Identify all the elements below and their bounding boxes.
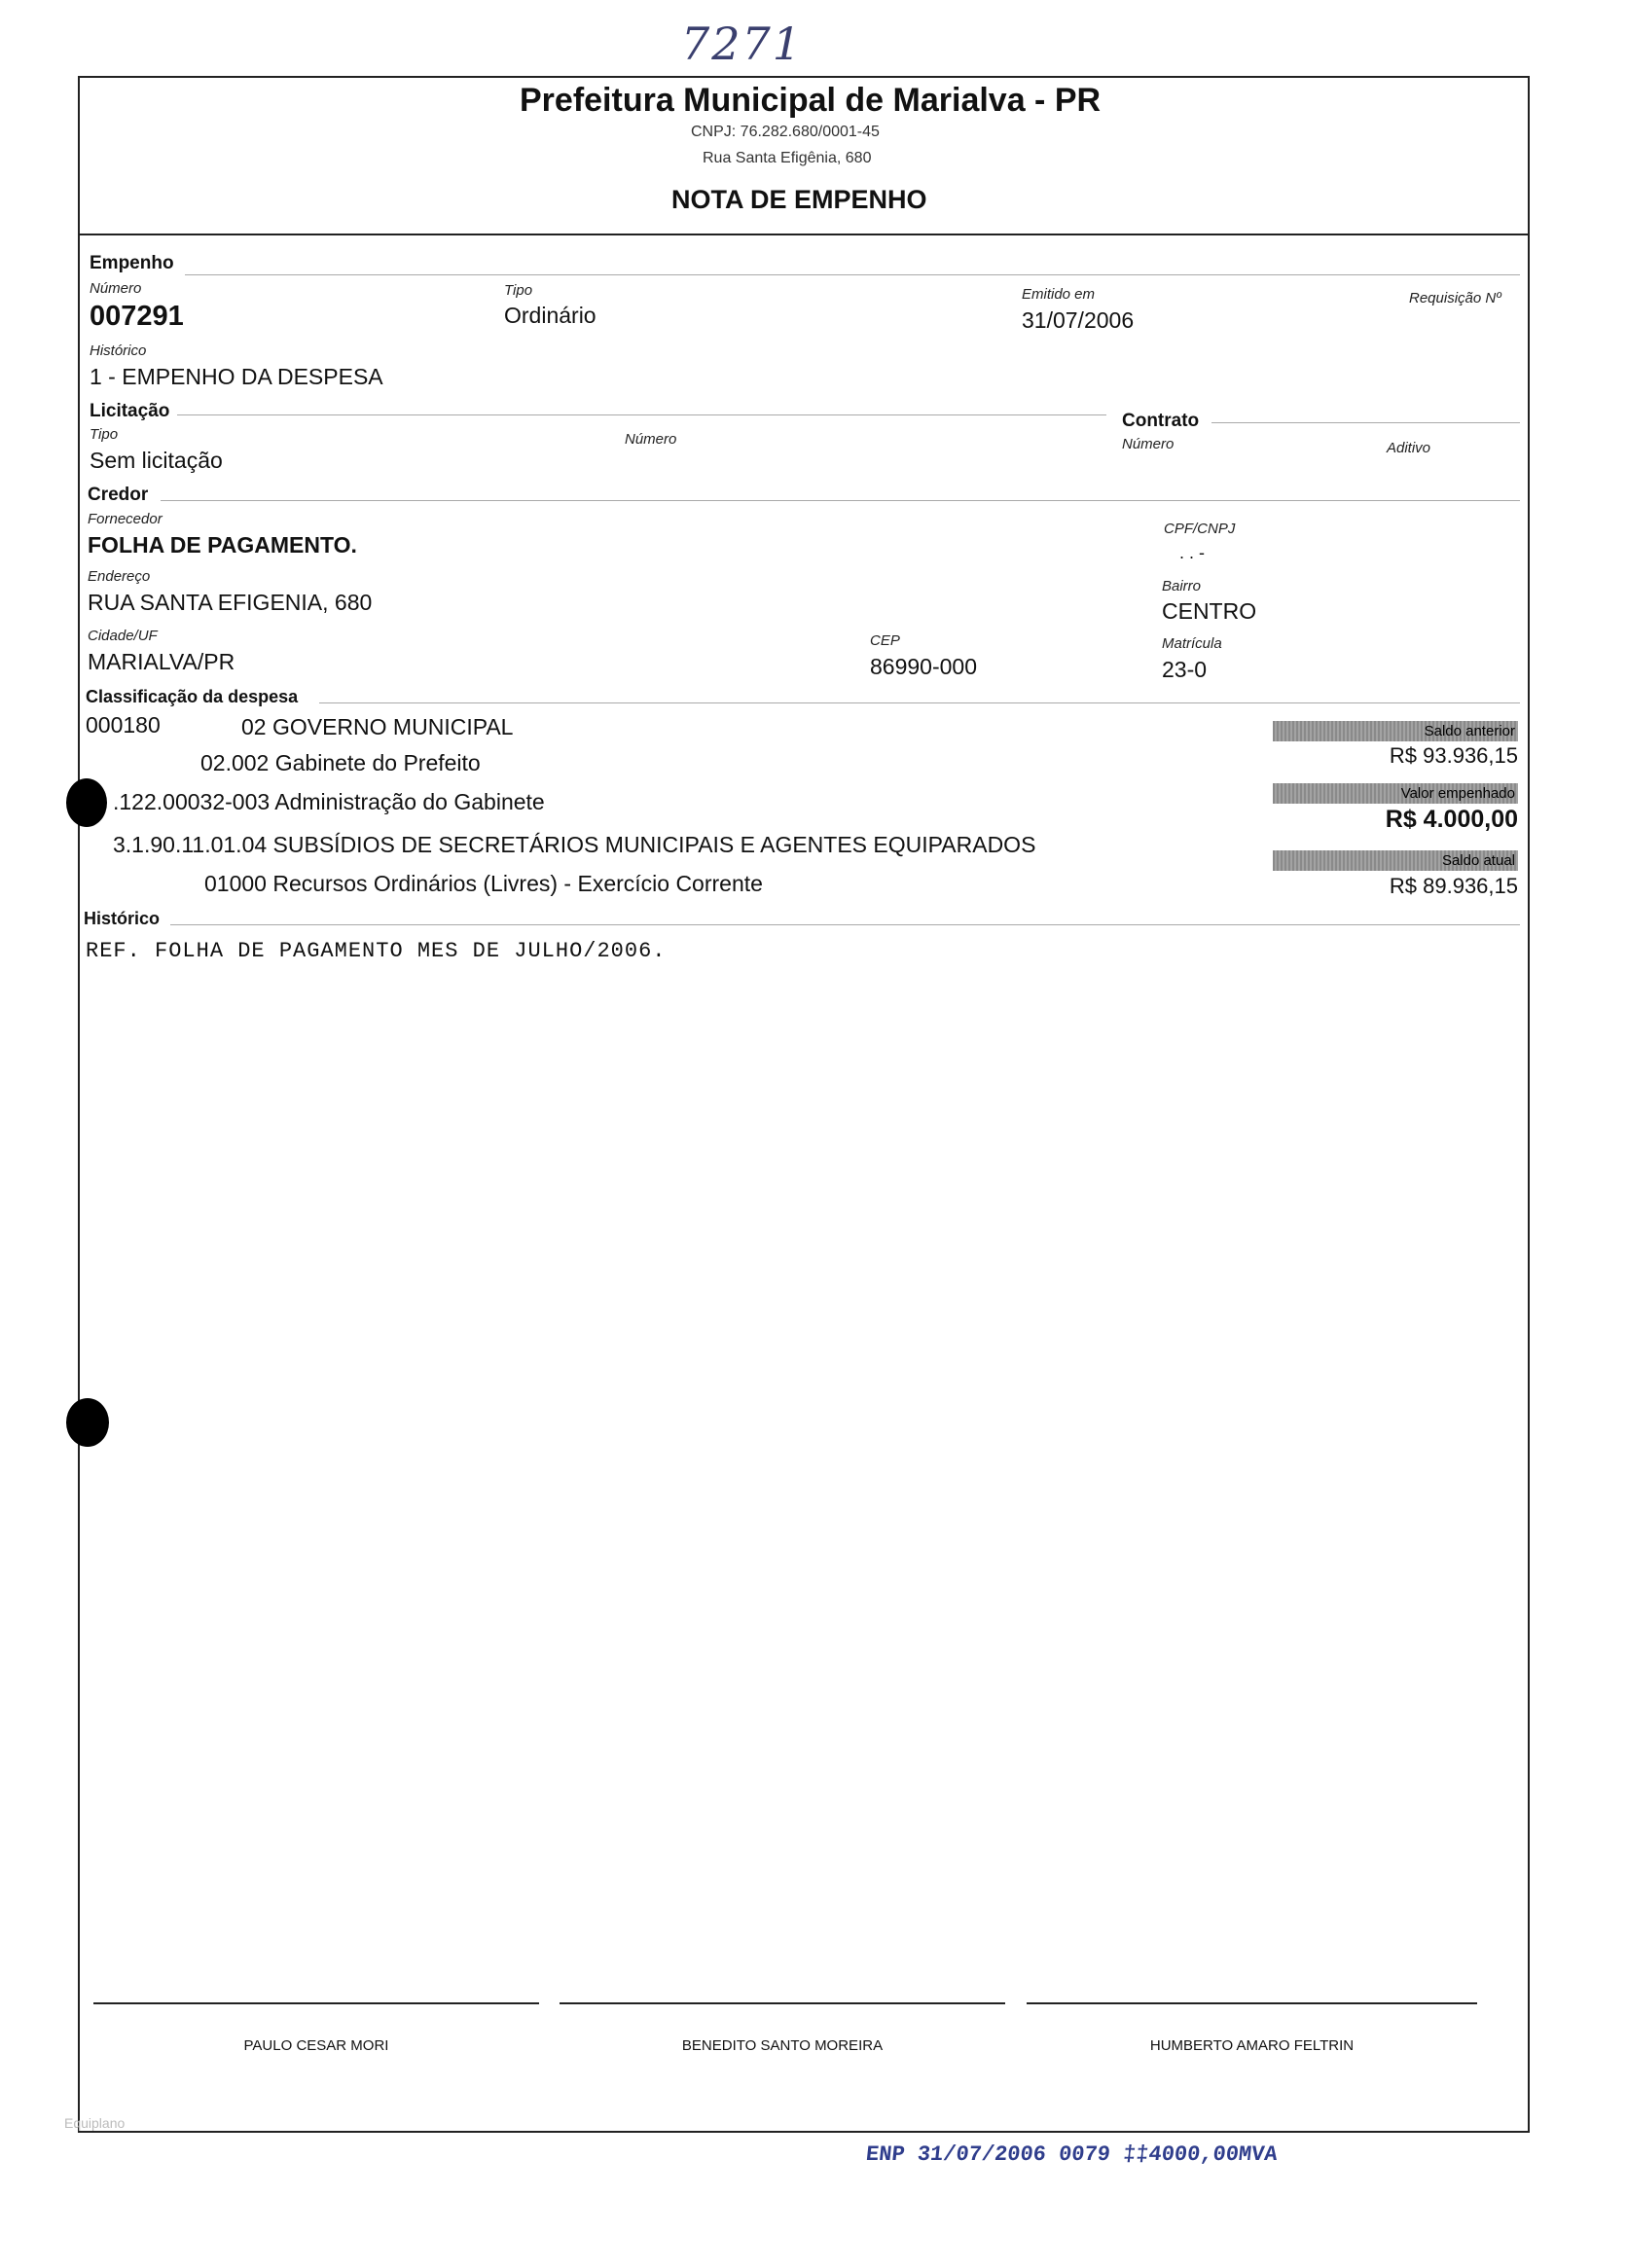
org-title: Prefeitura Municipal de Marialva - PR bbox=[520, 82, 1102, 119]
section-line bbox=[170, 924, 1520, 925]
fornecedor-value: FOLHA DE PAGAMENTO. bbox=[88, 532, 357, 558]
cidade-value: MARIALVA/PR bbox=[88, 649, 235, 674]
bairro-label: Bairro bbox=[1162, 578, 1202, 594]
punch-hole bbox=[66, 778, 107, 827]
cpf-label: CPF/CNPJ bbox=[1164, 521, 1236, 537]
historico-text: REF. FOLHA DE PAGAMENTO MES DE JULHO/2006. bbox=[86, 939, 667, 963]
valor-empenhado-value: R$ 4.000,00 bbox=[1385, 806, 1518, 833]
tipo-label: Tipo bbox=[504, 282, 533, 299]
signatory-2: BENEDITO SANTO MOREIRA bbox=[681, 2037, 884, 2054]
historico-label: Histórico bbox=[90, 342, 147, 359]
address: Rua Santa Efigênia, 680 bbox=[703, 150, 872, 166]
section-classificacao: Classificação da despesa bbox=[86, 687, 299, 706]
software-credit: Equiplano bbox=[64, 2115, 126, 2131]
cnpj: CNPJ: 76.282.680/0001-45 bbox=[691, 124, 880, 140]
empenho-number: 007291 bbox=[90, 301, 184, 332]
emitido-value: 31/07/2006 bbox=[1022, 307, 1135, 333]
doc-title: NOTA DE EMPENHO bbox=[671, 185, 927, 214]
valor-empenhado-label: Valor empenhado bbox=[1273, 783, 1518, 804]
aditivo-label: Aditivo bbox=[1387, 440, 1431, 456]
section-line bbox=[319, 702, 1520, 703]
class-code: 000180 bbox=[86, 712, 161, 738]
class-level-1: 02 GOVERNO MUNICIPAL bbox=[241, 714, 514, 739]
section-line bbox=[1211, 422, 1520, 423]
class-level-3: .122.00032-003 Administração do Gabinete bbox=[113, 789, 545, 814]
signature-line bbox=[560, 2002, 1005, 2004]
punch-hole bbox=[66, 1398, 109, 1447]
cep-value: 86990-000 bbox=[870, 654, 977, 679]
section-credor: Credor bbox=[88, 485, 149, 505]
endereco-value: RUA SANTA EFIGENIA, 680 bbox=[88, 590, 373, 615]
signature-line bbox=[1027, 2002, 1477, 2004]
requisicao-label: Requisição Nº bbox=[1409, 290, 1501, 306]
cpf-value: . . - bbox=[1179, 543, 1205, 562]
payment-stamp: ENP 31/07/2006 0079 ‡‡4000,00MVA bbox=[864, 2142, 1279, 2167]
section-licitacao: Licitação bbox=[90, 401, 170, 421]
section-empenho: Empenho bbox=[90, 253, 174, 273]
header-separator bbox=[78, 234, 1530, 235]
signatory-1: PAULO CESAR MORI bbox=[243, 2037, 389, 2054]
section-contrato: Contrato bbox=[1122, 411, 1200, 431]
section-historico: Histórico bbox=[84, 909, 161, 928]
signatory-3: HUMBERTO AMARO FELTRIN bbox=[1149, 2037, 1355, 2054]
section-line bbox=[177, 414, 1106, 415]
fornecedor-label: Fornecedor bbox=[88, 511, 163, 527]
licitacao-numero-label: Número bbox=[625, 431, 677, 448]
endereco-label: Endereço bbox=[88, 568, 151, 585]
saldo-anterior-value: R$ 93.936,15 bbox=[1389, 743, 1518, 768]
cidade-label: Cidade/UF bbox=[88, 628, 158, 644]
signature-line bbox=[93, 2002, 539, 2004]
licitacao-tipo-value: Sem licitação bbox=[90, 448, 223, 473]
matricula-value: 23-0 bbox=[1162, 657, 1208, 682]
tipo-value: Ordinário bbox=[504, 303, 597, 328]
saldo-anterior-label: Saldo anterior bbox=[1273, 721, 1518, 741]
section-line bbox=[185, 274, 1520, 275]
class-level-5: 01000 Recursos Ordinários (Livres) - Exercício Corrente bbox=[204, 871, 763, 896]
contrato-numero-label: Número bbox=[1122, 436, 1175, 452]
licitacao-tipo-label: Tipo bbox=[90, 426, 119, 443]
class-level-4: 3.1.90.11.01.04 SUBSÍDIOS DE SECRETÁRIOS MUNICIPAIS E AGENTES EQUIPARADOS bbox=[113, 832, 1036, 857]
saldo-atual-value: R$ 89.936,15 bbox=[1389, 874, 1518, 898]
emitido-label: Emitido em bbox=[1022, 286, 1096, 303]
bairro-value: CENTRO bbox=[1162, 598, 1257, 624]
class-level-2: 02.002 Gabinete do Prefeito bbox=[200, 750, 481, 775]
historico-value: 1 - EMPENHO DA DESPESA bbox=[90, 364, 383, 389]
handwritten-page-number: 7271 bbox=[681, 18, 804, 70]
section-line bbox=[161, 500, 1520, 501]
cep-label: CEP bbox=[870, 632, 900, 649]
matricula-label: Matrícula bbox=[1162, 635, 1222, 652]
saldo-atual-label: Saldo atual bbox=[1273, 850, 1518, 871]
numero-label: Número bbox=[90, 280, 142, 297]
